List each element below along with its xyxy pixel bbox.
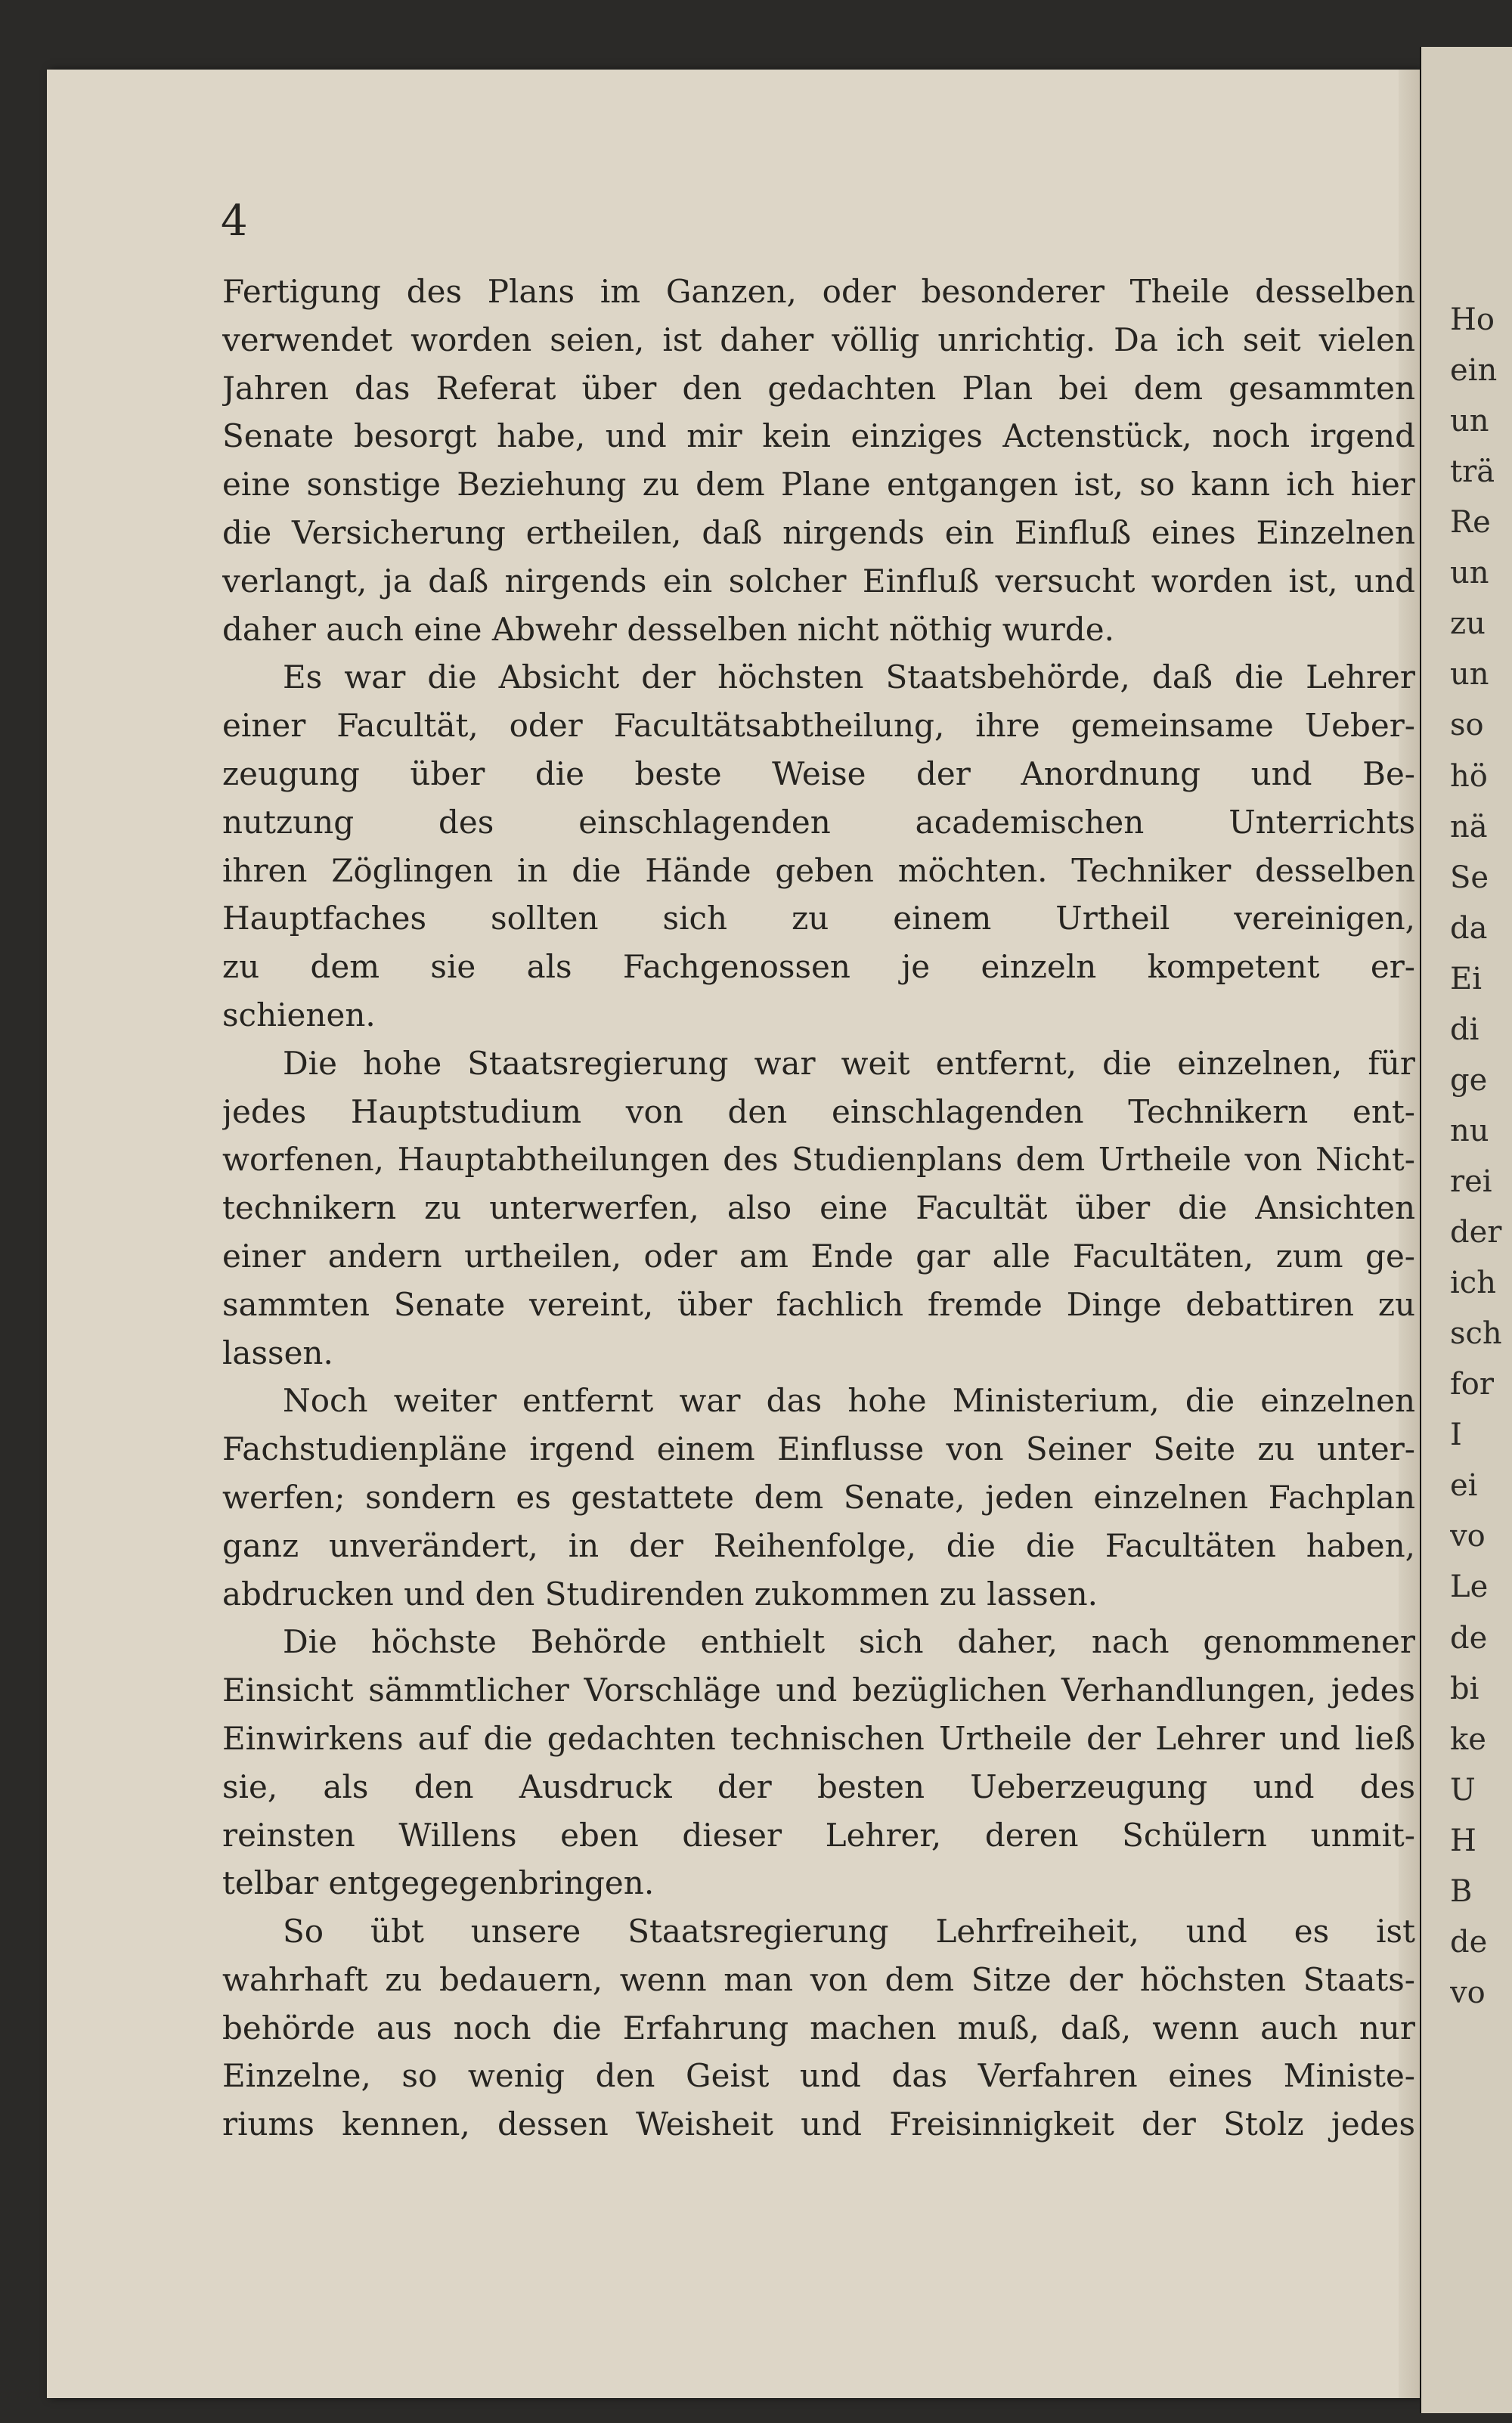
next-page-fragment: ke	[1450, 1721, 1486, 1757]
next-page-fragment: ei	[1450, 1468, 1478, 1504]
text-line: Es war die Absicht der höchsten Staatsbehörde, daß die Lehrer	[283, 658, 1415, 696]
text-line: worfenen, Hauptabtheilungen des Studienplans dem Urtheile von Nicht-	[222, 1141, 1415, 1179]
text-line: einer andern urtheilen, oder am Ende gar alle Facultäten, zum ge-	[222, 1237, 1415, 1275]
page-number: 4	[221, 197, 248, 246]
next-page-fragment: ich	[1450, 1266, 1496, 1301]
text-line: abdrucken und den Studirenden zukommen zu lassen.	[222, 1575, 1098, 1613]
text-line: eine sonstige Beziehung zu dem Plane entgangen ist, so kann ich hier	[222, 466, 1415, 504]
text-line: nutzung des einschlagenden academischen Unterrichts	[222, 803, 1415, 841]
next-page-fragment: un	[1450, 657, 1489, 693]
next-page-fragment: I	[1450, 1418, 1462, 1453]
next-page-fragment: da	[1450, 910, 1488, 946]
text-line: behörde aus noch die Erfahrung machen muß, daß, wenn auch nur	[222, 2009, 1415, 2047]
book-page	[47, 70, 1420, 2398]
text-line: einer Facultät, oder Facultätsabtheilung, ihre gemeinsame Ueber-	[222, 707, 1415, 745]
text-line: telbar entgegegenbringen.	[222, 1864, 655, 1902]
next-page-fragment: nä	[1450, 809, 1488, 844]
text-line: zu dem sie als Fachgenossen je einzeln kompetent er-	[222, 948, 1415, 986]
next-page-fragment: un	[1450, 404, 1489, 439]
body-text	[222, 268, 1415, 2149]
next-page-fragment: vo	[1450, 1975, 1486, 2010]
text-line: jedes Hauptstudium von den einschlagenden Technikern ent-	[222, 1092, 1415, 1130]
next-page-fragment: trä	[1450, 454, 1495, 490]
next-page-fragment: di	[1450, 1012, 1479, 1047]
next-page-fragment: ein	[1450, 353, 1498, 389]
next-page-fragment: B	[1450, 1873, 1473, 1909]
text-line: Noch weiter entfernt war das hohe Ministerium, die einzelnen	[283, 1382, 1415, 1420]
text-line: schienen.	[222, 996, 376, 1033]
next-page-fragment: rei	[1450, 1164, 1492, 1199]
text-line: ihren Zöglingen in die Hände geben möchten. Techniker desselben	[222, 851, 1415, 889]
next-page-fragment: zu	[1450, 606, 1486, 642]
next-page-fragment: Se	[1450, 860, 1489, 895]
next-page-fragment: Ho	[1450, 302, 1495, 337]
next-page-fragment: Re	[1450, 505, 1491, 541]
text-line: So übt unsere Staatsregierung Lehrfreiheit, und es ist	[283, 1913, 1415, 1950]
text-line: Fertigung des Plans im Ganzen, oder besonderer Theile desselben	[222, 273, 1415, 310]
text-line: verlangt, ja daß nirgends ein solcher Einfluß versucht worden ist, und	[222, 562, 1415, 600]
next-page-fragment: Ei	[1450, 961, 1482, 996]
next-page-fragment: sch	[1450, 1316, 1502, 1352]
next-page-fragment: un	[1450, 556, 1489, 591]
text-line: Hauptfaches sollten sich zu einem Urtheil vereinigen,	[222, 900, 1415, 937]
text-line: reinsten Willens eben dieser Lehrer, deren Schülern unmit-	[222, 1816, 1415, 1854]
text-line: Die höchste Behörde enthielt sich daher, nach genommener	[283, 1623, 1415, 1661]
next-page-fragment: de	[1450, 1620, 1488, 1656]
text-line: ganz unverändert, in der Reihenfolge, die die Facultäten haben,	[222, 1526, 1415, 1564]
text-line: sie, als den Ausdruck der besten Ueberzeugung und des	[222, 1768, 1415, 1805]
next-page-fragment: so	[1450, 708, 1484, 743]
next-page-fragment: Le	[1450, 1569, 1489, 1605]
text-line: Die hohe Staatsregierung war weit entfernt, die einzelnen, für	[283, 1044, 1415, 1082]
text-line: die Versicherung ertheilen, daß nirgends ein Einfluß eines Einzelnen	[222, 513, 1415, 551]
next-page-fragment: H	[1450, 1823, 1476, 1858]
next-page-fragment: de	[1450, 1924, 1488, 1960]
text-line: sammten Senate vereint, über fachlich fremde Dinge debattiren zu	[222, 1285, 1415, 1323]
text-line: zeugung über die beste Weise der Anordnung und Be-	[222, 754, 1415, 792]
text-line: Jahren das Referat über den gedachten Plan bei dem gesammten	[222, 369, 1415, 407]
next-page-fragment: der	[1450, 1215, 1502, 1250]
text-line: lassen.	[222, 1334, 333, 1371]
text-line: Fachstudienpläne irgend einem Einflusse von Seiner Seite zu unter-	[222, 1430, 1415, 1468]
next-page-fragment: nu	[1450, 1113, 1489, 1148]
next-page-fragment: ge	[1450, 1062, 1488, 1098]
text-line: Einwirkens auf die gedachten technischen Urtheile der Lehrer und ließ	[222, 1719, 1415, 1757]
next-page-fragment: for	[1450, 1367, 1495, 1402]
text-line: Einzelne, so wenig den Geist und das Verfahren eines Ministe-	[222, 2057, 1415, 2095]
text-line: Einsicht sämmtlicher Vorschläge und bezüglichen Verhandlungen, jedes	[222, 1672, 1415, 1709]
text-line: Senate besorgt habe, und mir kein einziges Actenstück, noch irgend	[222, 417, 1415, 455]
next-page-fragment: vo	[1450, 1519, 1486, 1554]
text-line: daher auch eine Abwehr desselben nicht nöthig wurde.	[222, 610, 1114, 648]
text-line: wahrhaft zu bedauern, wenn man von dem Sitze der höchsten Staats-	[222, 1960, 1415, 1998]
text-line: technikern zu unterwerfen, also eine Facultät über die Ansichten	[222, 1189, 1415, 1227]
next-page-fragment: bi	[1450, 1671, 1479, 1706]
text-line: werfen; sondern es gestattete dem Senate, jeden einzelnen Fachplan	[222, 1478, 1415, 1516]
next-page-fragment: U	[1450, 1772, 1476, 1808]
next-page-fragment: hö	[1450, 758, 1488, 794]
text-line: riums kennen, dessen Weisheit und Freisinnigkeit der Stolz jedes	[222, 2105, 1415, 2143]
text-line: verwendet worden seien, ist daher völlig unrichtig. Da ich seit vielen	[222, 321, 1415, 358]
